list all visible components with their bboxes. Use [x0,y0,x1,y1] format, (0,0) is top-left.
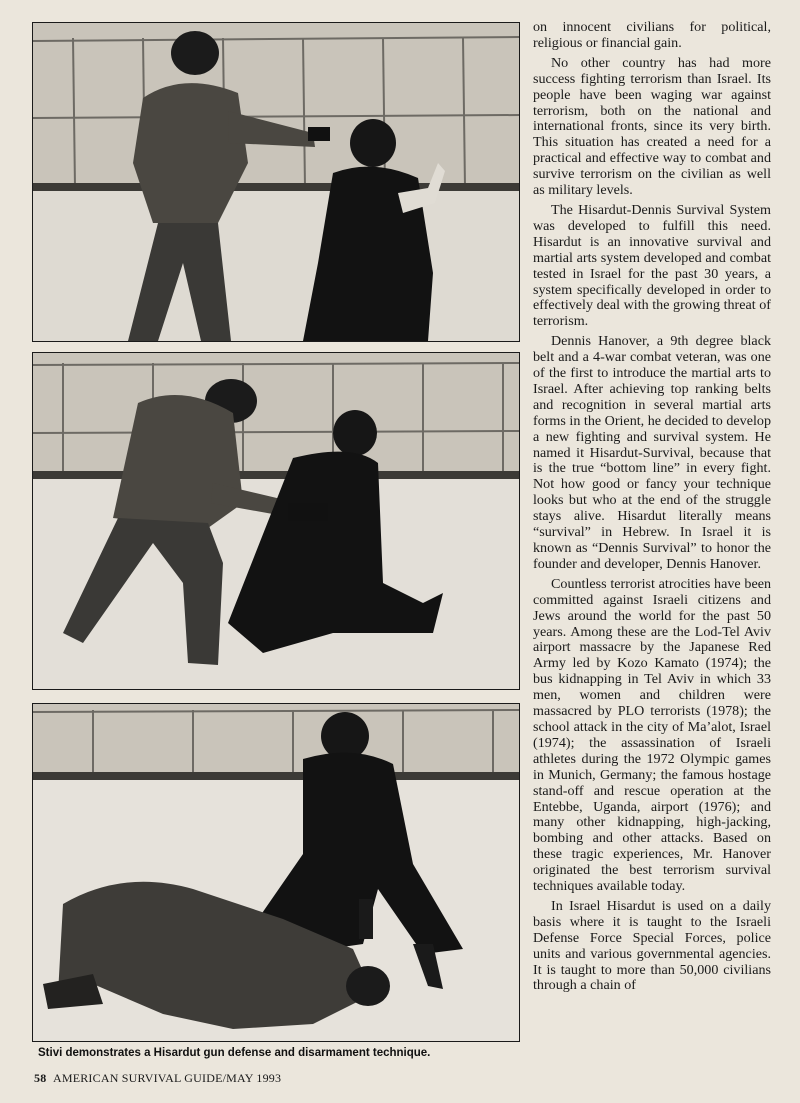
article-paragraph: In Israel Hisardut is used on a daily basis where it is taught to the Israeli Defense Force Special Forces, police units and various governmental agencies. It is taught to more than 50,000 civilians through a chain of [533,897,771,994]
article-paragraph: Countless terrorist atrocities have been committed against Israeli citizens and Jews around the world for the past 50 years. Among these are the Lod-Tel Aviv airport massacre by the Japanese Red Army led by Kozo Kamato (1974); the bus kidnapping in Tel Aviv in which 33 men, women and children were massacred by PLO terrorists (1978); the school attack in the city of Ma’alot, Israel (1974); the assassination of Israeli athletes during the 1972 Olympic games in Munich, Germany; the famous hostage stand-off and rescue operation at the Entebbe, Uganda, airport (1976); and many other kidnapping, high-jacking, bombing and other attacks. Based on these tragic experiences, Mr. Hanover originated the best terrorism survival techniques available today. [533,575,771,895]
photo-takedown [32,703,520,1042]
article-text-column [533,20,771,994]
publication-line: AMERICAN SURVIVAL GUIDE/MAY 1993 [52,1071,282,1085]
photo-disarm-grab-image [33,353,519,689]
page-footer [34,1071,281,1086]
photo-gun-threat-image [33,23,519,341]
article-paragraph: The Hisardut-Dennis Survival System was developed to fulfill this need. Hisardut is an innovative survival and martial arts system developed and combat tested in Israel for the past 30 years, a system specifically developed in order to effectively deal with the growing threat of terrorism. [533,201,771,330]
article-paragraph: No other country has had more success fighting terrorism than Israel. Its people have been waging war against terrorism, both on the national and international fronts, since its very birth. This situation has created a need for a practical and effective way to combat and survive terrorism on the civilian as well as military levels. [533,54,771,199]
photo-disarm-grab [32,352,520,690]
article-paragraph: Dennis Hanover, a 9th degree black belt and a 4-war combat veteran, was one of the first to introduce the martial arts to Israel. After achieving top ranking belts and recognition in several martial arts forms in the Orient, he decided to develop a new fighting and survival system. He named it Hisardut-Survival, because that is the true “bottom line” in every fight. Not how good or fancy your technique looks but who at the end of the struggle stays alive. Hisardut literally means “survival” in Hebrew. In Israel it is known as “Dennis Survival” to honor the founder and developer, Dennis Hanover. [533,333,771,572]
photo-takedown-image [33,704,519,1041]
page-number: 58 [34,1071,47,1085]
photo-caption: Stivi demonstrates a Hisardut gun defense and disarmament technique. [38,1047,431,1059]
photo-gun-threat [32,22,520,342]
article-paragraph: on innocent civilians for political, religious or financial gain. [533,19,771,51]
